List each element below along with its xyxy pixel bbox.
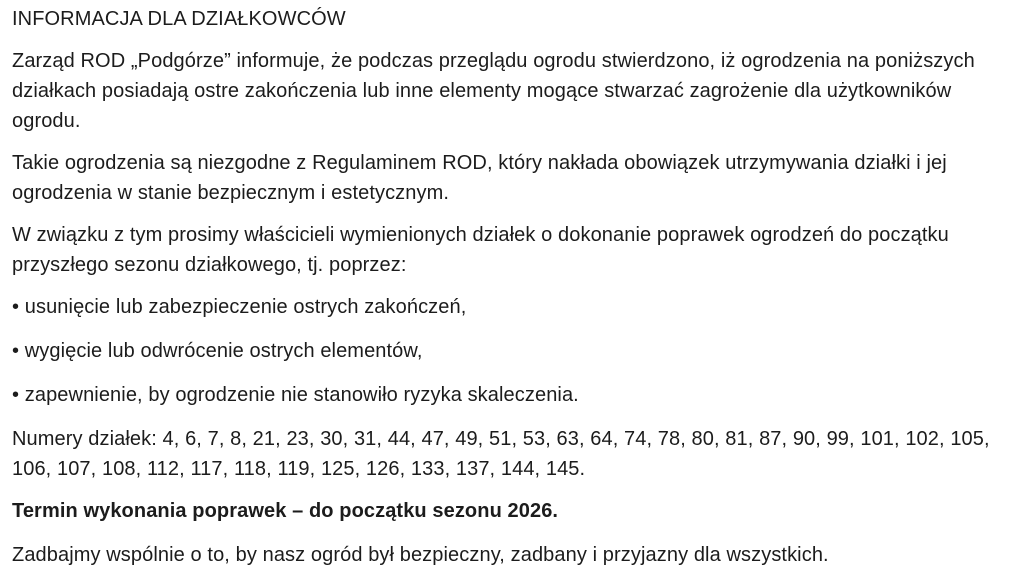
intro-paragraph: Zarząd ROD „Podgórze” informuje, że podczas przeglądu ogrodu stwierdzono, iż ogrodzenia na poniższych działkach posiadają ostre zakończenia lub inne elementy mogące stwarzać zagrożenie dla użytkowników ogrodu. bbox=[12, 50, 975, 132]
announcement-heading: INFORMACJA DLA DZIAŁKOWCÓW bbox=[12, 8, 346, 30]
bullet-item: • usunięcie lub zabezpieczenie ostrych zakończeń, bbox=[12, 296, 467, 318]
plot-numbers-paragraph: Numery działek: 4, 6, 7, 8, 21, 23, 30, 31, 44, 47, 49, 51, 53, 63, 64, 74, 78, 80, 81, 87, 90, 99, 101, 102, 105, 106, 107, 108, 112, 117, 118, 119, 125, 126, 133, 137, 144, 145. bbox=[12, 428, 990, 480]
request-paragraph: W związku z tym prosimy właścicieli wymienionych działek o dokonanie poprawek ogrodzeń do początku przyszłego sezonu działkowego, tj. poprzez: bbox=[12, 224, 949, 276]
closing-paragraph: Zadbajmy wspólnie o to, by nasz ogród był bezpieczny, zadbany i przyjazny dla wszystkich. bbox=[12, 544, 829, 566]
bullet-item: • zapewnienie, by ogrodzenie nie stanowiło ryzyka skaleczenia. bbox=[12, 384, 579, 406]
bullet-item: • wygięcie lub odwrócenie ostrych elementów, bbox=[12, 340, 423, 362]
deadline-paragraph: Termin wykonania poprawek – do początku sezonu 2026. bbox=[12, 500, 559, 522]
regulation-paragraph: Takie ogrodzenia są niezgodne z Regulaminem ROD, który nakłada obowiązek utrzymywania działki i jej ogrodzenia w stanie bezpiecznym i estetycznym. bbox=[12, 152, 947, 204]
